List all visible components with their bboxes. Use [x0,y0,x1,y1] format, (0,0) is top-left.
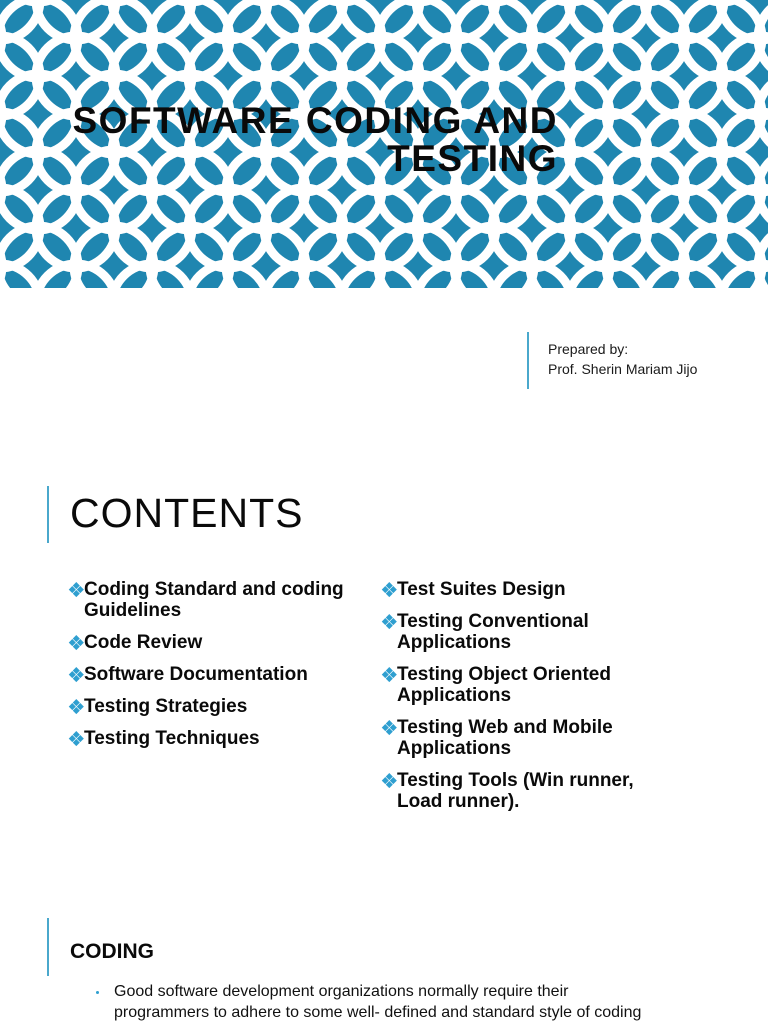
contents-left-item-text: Software Documentation [84,664,308,685]
contents-left-item [68,664,368,685]
byline-accent-rule [527,332,529,389]
dot-bullet-icon [96,991,99,994]
author-name: Prof. Sherin Mariam Jijo [548,360,698,377]
prepared-by-label: Prepared by: [548,341,629,357]
contents-right-item [381,770,671,812]
presentation-title [36,102,558,178]
diamond-bullet-icon [382,614,396,628]
diamond-bullet-icon [69,731,83,745]
contents-right-item [381,579,671,600]
contents-right-item-text: Test Suites Design [397,579,566,600]
diamond-bullet-icon [69,635,83,649]
diamond-bullet-icon [382,582,396,596]
contents-right-item [381,717,671,759]
byline [548,340,697,379]
contents-left-item [68,632,368,653]
coding-heading: CODING [70,940,154,963]
diamond-bullet-icon [69,582,83,596]
contents-accent-rule [47,486,49,543]
contents-left-item [68,579,368,621]
diamond-bullet-icon [69,699,83,713]
contents-right-item [381,611,671,653]
contents-left-item-text: Testing Strategies [84,696,248,717]
coding-bullet-text: Good software development organizations normally require their programmers to adhere to some well- defined and standard style of coding [114,983,642,1021]
contents-left-item [68,696,368,717]
coding-bullet-item [96,982,656,1023]
diamond-bullet-icon [382,720,396,734]
coding-bullet-list [96,982,656,1023]
contents-right-item [381,664,671,706]
contents-right-item-text: Testing Conventional Applications [397,611,589,653]
title-line-2: TESTING [387,138,558,179]
contents-heading: CONTENTS [70,490,304,536]
coding-accent-rule [47,918,49,976]
diamond-bullet-icon [382,667,396,681]
contents-list-left [68,579,368,760]
contents-left-item [68,728,368,749]
title-line-1: SOFTWARE CODING AND [72,100,558,141]
contents-left-item-text: Code Review [84,632,203,653]
diamond-bullet-icon [69,667,83,681]
contents-left-item-text: Coding Standard and coding Guidelines [84,579,344,621]
contents-list-right [381,579,671,823]
diamond-bullet-icon [382,773,396,787]
contents-right-item-text: Testing Tools (Win runner, Load runner). [397,770,634,812]
contents-right-item-text: Testing Object Oriented Applications [397,664,611,706]
contents-right-item-text: Testing Web and Mobile Applications [397,717,613,759]
contents-left-item-text: Testing Techniques [84,728,260,749]
